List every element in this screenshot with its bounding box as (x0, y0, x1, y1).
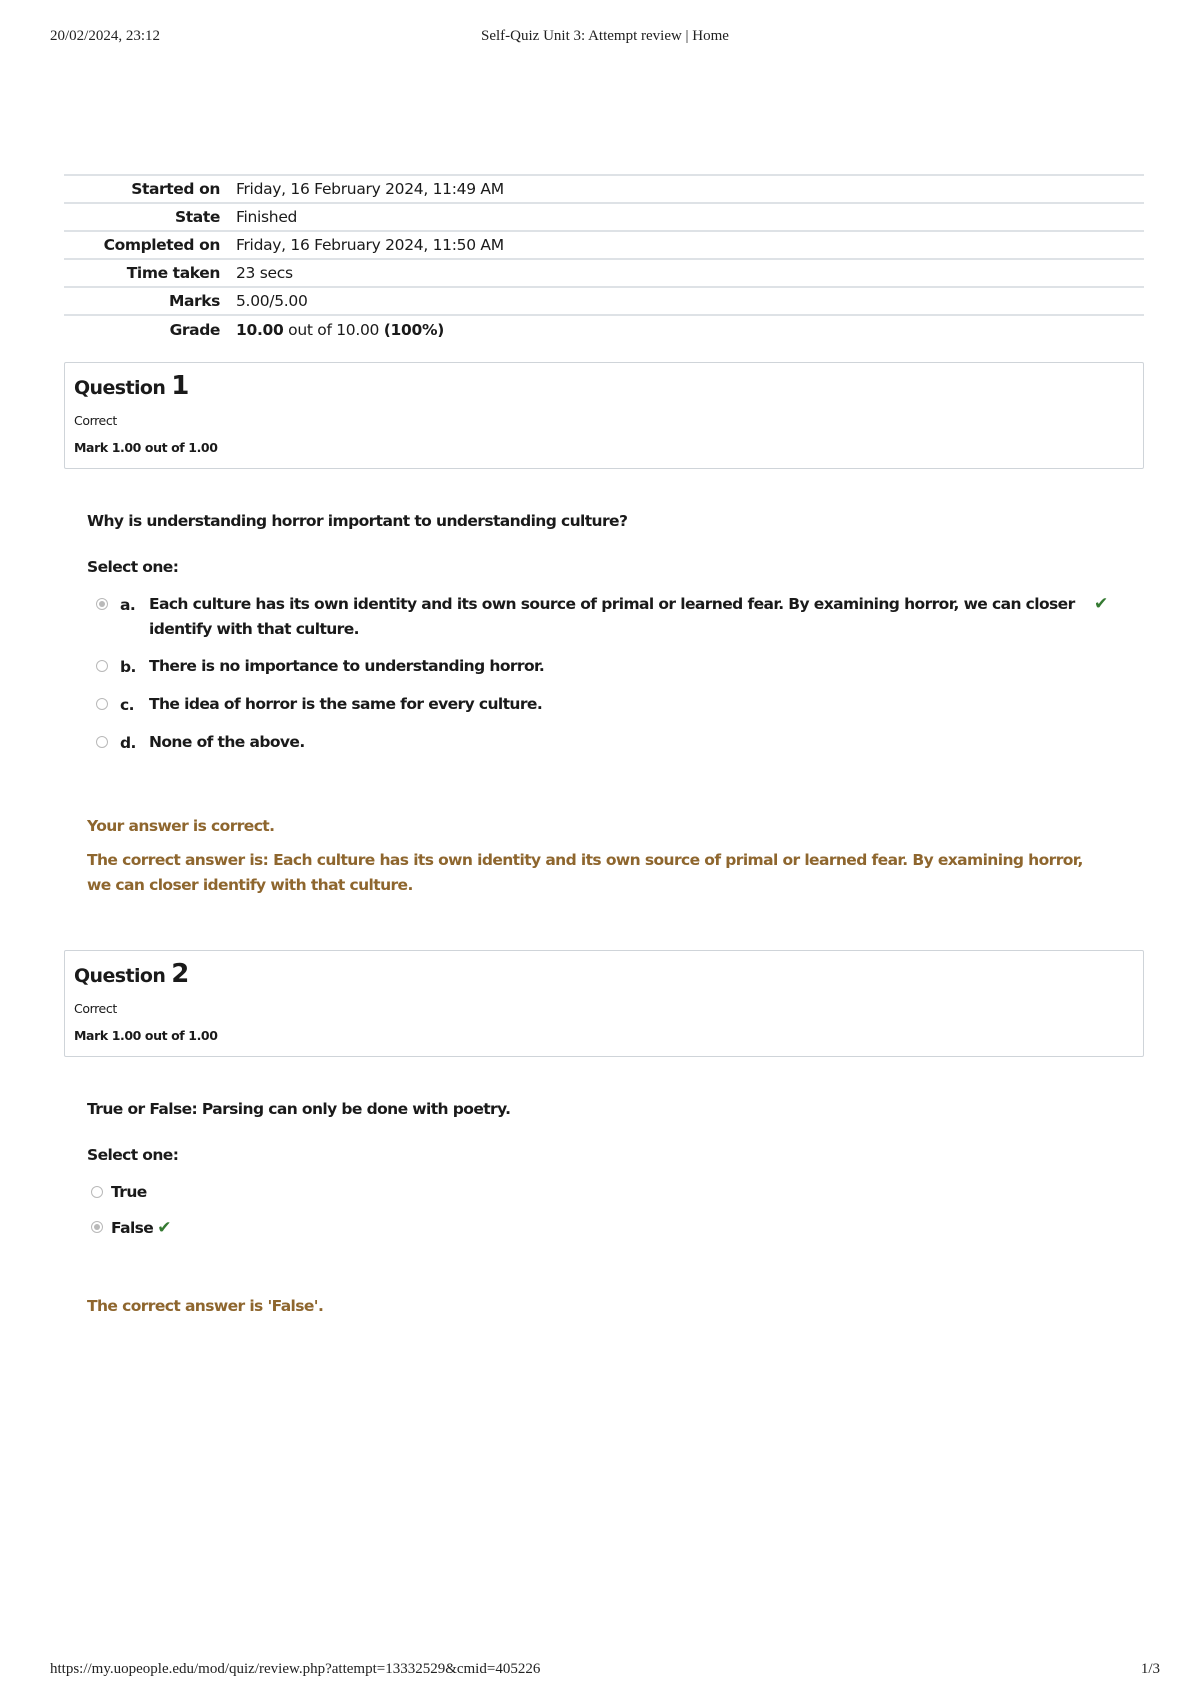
summary-label: Marks (168, 292, 220, 310)
grade-out-of: out of 10.00 (283, 320, 384, 339)
question-title (74, 371, 189, 401)
summary-value: Finished (236, 208, 298, 226)
option-letter: b. (120, 658, 136, 676)
summary-value: 5.00/5.00 (236, 292, 308, 310)
question-number: 2 (171, 959, 189, 989)
print-header (50, 28, 1160, 48)
question-1-correct-answer: The correct answer is: Each culture has its own identity and its own source of primal or learned fear. By examining horror, we can closer identify with that culture. (87, 851, 1083, 894)
summary-label: State (175, 208, 220, 226)
question-2-correct-answer: The correct answer is 'False'. (87, 1297, 324, 1315)
radio-button[interactable] (96, 698, 108, 710)
question-number: 1 (171, 371, 189, 401)
question-1-text: Why is understanding horror important to understanding culture? (87, 512, 628, 530)
question-word: Question (74, 965, 166, 987)
summary-row-completed (64, 231, 1144, 259)
summary-row-grade (64, 315, 1144, 343)
check-icon: ✔ (1094, 594, 1108, 614)
question-word: Question (74, 377, 166, 399)
option-letter: d. (120, 734, 136, 752)
option-letter: a. (120, 596, 136, 614)
print-footer (50, 1661, 1160, 1681)
radio-button[interactable] (91, 1186, 103, 1198)
question-grade: Mark 1.00 out of 1.00 (74, 440, 218, 455)
option-text: True (111, 1183, 147, 1201)
summary-label: Completed on (103, 236, 220, 254)
summary-row-state (64, 203, 1144, 231)
print-page-number: 1/3 (1140, 1661, 1160, 1677)
option-label-wrap (111, 1218, 171, 1238)
question-1-feedback-general: Your answer is correct. (87, 817, 275, 835)
grade-score: 10.00 (236, 320, 284, 339)
option-text: There is no importance to understanding horror. (149, 657, 545, 675)
radio-button[interactable] (96, 660, 108, 672)
question-2-text: True or False: Parsing can only be done with poetry. (87, 1100, 511, 1118)
option-text: None of the above. (149, 733, 305, 751)
question-1-info (64, 362, 1144, 469)
check-icon: ✔ (157, 1218, 171, 1238)
question-1-option-c[interactable] (96, 696, 1136, 716)
print-date: 20/02/2024, 23:12 (50, 28, 161, 44)
attempt-summary-table (64, 174, 1144, 343)
summary-value: Friday, 16 February 2024, 11:49 AM (236, 180, 504, 198)
radio-button-checked[interactable] (91, 1221, 103, 1233)
summary-label: Time taken (126, 264, 220, 282)
summary-label: Grade (169, 320, 220, 339)
summary-row-started (64, 175, 1144, 203)
summary-row-time-taken (64, 259, 1144, 287)
question-1-option-a[interactable] (96, 596, 1136, 640)
print-url: https://my.uopeople.edu/mod/quiz/review.php?attempt=13332529&cmid=405226 (50, 1661, 541, 1677)
option-text: The idea of horror is the same for every culture. (149, 695, 543, 713)
question-1-prompt: Select one: (87, 558, 179, 576)
option-text: False (111, 1219, 154, 1237)
question-1-option-b[interactable] (96, 658, 1136, 678)
question-2-info (64, 950, 1144, 1057)
radio-button-checked[interactable] (96, 598, 108, 610)
question-grade: Mark 1.00 out of 1.00 (74, 1028, 218, 1043)
question-state: Correct (74, 1001, 117, 1016)
summary-value: 23 secs (236, 264, 293, 282)
summary-value (236, 315, 1144, 343)
question-2-prompt: Select one: (87, 1146, 179, 1164)
question-1-option-d[interactable] (96, 734, 1136, 754)
question-state: Correct (74, 413, 117, 428)
option-text: Each culture has its own identity and its own source of primal or learned fear. By examining horror, we can closer identify with that culture. (149, 595, 1075, 638)
radio-button[interactable] (96, 736, 108, 748)
option-letter: c. (120, 696, 134, 714)
summary-row-marks (64, 287, 1144, 315)
question-title (74, 959, 189, 989)
summary-value: Friday, 16 February 2024, 11:50 AM (236, 236, 504, 254)
summary-label: Started on (131, 180, 220, 198)
print-page-title: Self-Quiz Unit 3: Attempt review | Home (481, 28, 729, 44)
grade-percent: (100%) (383, 320, 445, 339)
